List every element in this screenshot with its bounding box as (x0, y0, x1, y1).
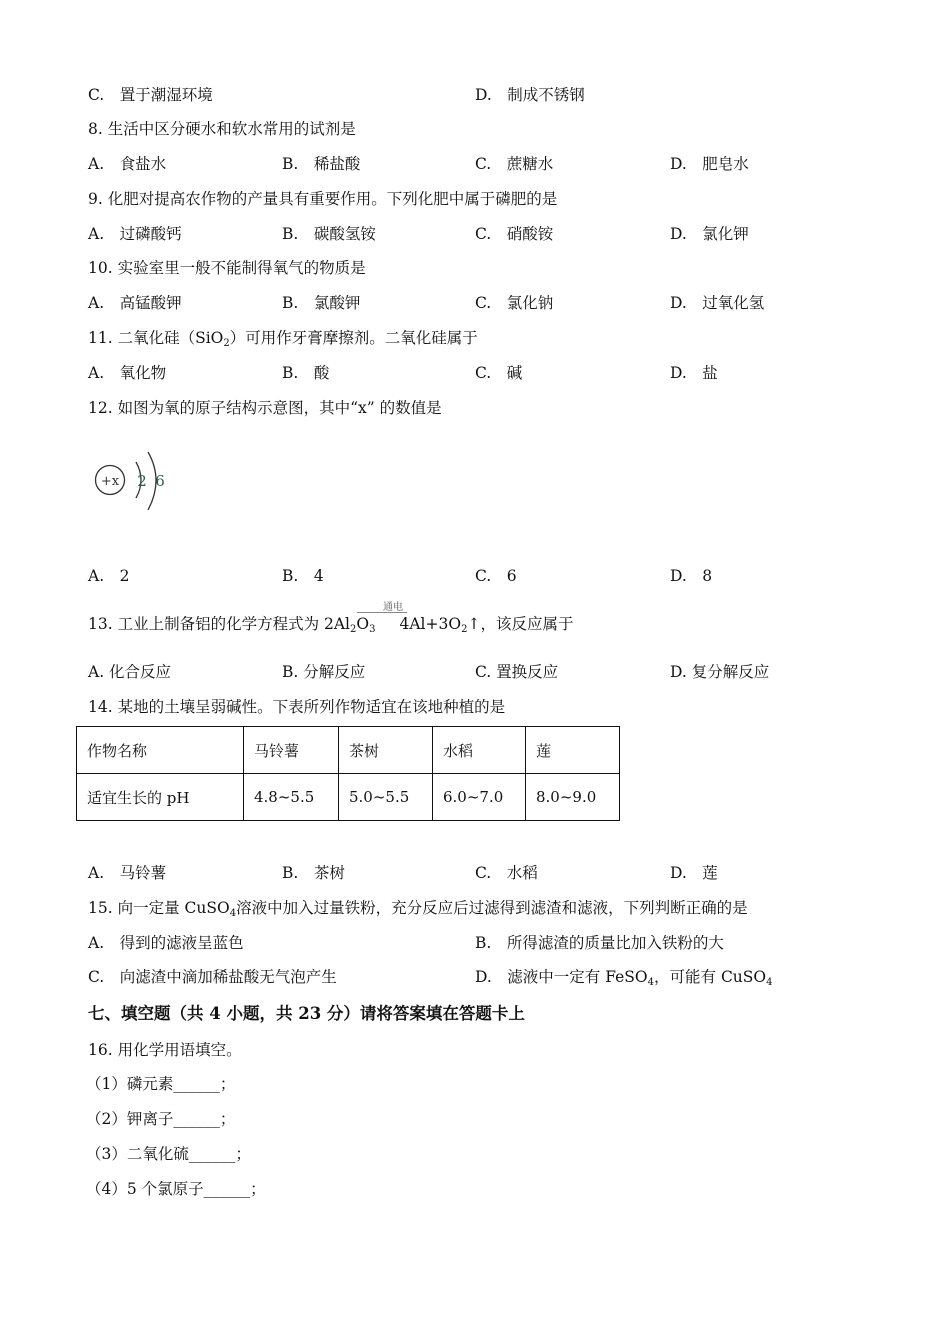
q11-option-d: D. 盐 (670, 364, 718, 382)
q8-option-d: D. 肥皂水 (670, 155, 749, 173)
table-cell: 适宜生长的 pH (77, 774, 244, 821)
atom-nucleus: +x (100, 474, 120, 489)
q7-option-d: D. 制成不锈钢 (475, 86, 585, 104)
table-row (77, 727, 620, 774)
q8-option-b: B. 稀盐酸 (282, 155, 361, 173)
q11-option-b: B. 酸 (282, 364, 330, 382)
q16-item-2: （2）钾离子______； (86, 1110, 236, 1128)
q10-option-d: D. 过氧化氢 (670, 294, 765, 312)
question-13: 13. 工业上制备铝的化学方程式为 $2Al_2O_3$ $4Al+3O_2↑$，该反应属于 (88, 615, 574, 635)
table-header-cell: 茶树 (339, 727, 433, 774)
question-12: 12. 如图为氧的原子结构示意图，其中“x” 的数值是 (88, 399, 442, 417)
q15-option-c: C. 向滤渣中滴加稀盐酸无气泡产生 (88, 968, 337, 986)
q13-option-c: C. 置换反应 (475, 663, 559, 681)
oxygen-atom-diagram (88, 448, 178, 528)
question-11: 11. 二氧化硅（SiO$_2$）可用作牙膏摩擦剂。二氧化硅属于 (88, 329, 478, 349)
table-header-cell: 马铃薯 (244, 727, 339, 774)
q7-option-c: C. 置于潮湿环境 (88, 86, 213, 104)
q12-option-c: C. 6 (475, 567, 517, 585)
atom-shell-2: 6 (155, 472, 165, 490)
question-16: 16. 用化学用语填空。 (88, 1041, 242, 1059)
table-header-cell: 莲 (526, 727, 620, 774)
q16-item-4: （4）5 个氯原子______； (86, 1180, 266, 1198)
q15-option-b: B. 所得滤渣的质量比加入铁粉的大 (475, 934, 724, 952)
q8-option-a: A. 食盐水 (88, 155, 167, 173)
q14-option-b: B. 茶树 (282, 864, 345, 882)
question-10: 10. 实验室里一般不能制得氧气的物质是 (88, 259, 366, 277)
q9-option-b: B. 碳酸氢铵 (282, 225, 376, 243)
table-cell: 6.0~7.0 (433, 774, 526, 821)
q11-option-c: C. 碱 (475, 364, 523, 382)
q10-option-c: C. 氯化钠 (475, 294, 554, 312)
q16-item-3: （3）二氧化硫______； (86, 1145, 251, 1163)
question-9: 9. 化肥对提高农作物的产量具有重要作用。下列化肥中属于磷肥的是 (88, 190, 558, 208)
question-8: 8. 生活中区分硬水和软水常用的试剂是 (88, 120, 356, 138)
q14-option-c: C. 水稻 (475, 864, 538, 882)
q14-option-a: A. 马铃薯 (88, 864, 167, 882)
q9-option-d: D. 氯化钾 (670, 225, 749, 243)
q13-option-d: D. 复分解反应 (670, 663, 770, 681)
q8-option-c: C. 蔗糖水 (475, 155, 554, 173)
table-cell: 5.0~5.5 (339, 774, 433, 821)
table-row (77, 774, 620, 821)
question-15: 15. 向一定量 CuSO$_4$溶液中加入过量铁粉，充分反应后过滤得到滤渣和滤液，下列判断正确的是 (88, 899, 748, 919)
table-header-cell: 作物名称 (77, 727, 244, 774)
q13-option-a: A. 化合反应 (88, 663, 172, 681)
crop-ph-table (76, 726, 620, 821)
q12-option-a: A. 2 (88, 567, 130, 585)
table-header-cell: 水稻 (433, 727, 526, 774)
q11-option-a: A. 氧化物 (88, 364, 167, 382)
q10-option-b: B. 氯酸钾 (282, 294, 361, 312)
q13-option-b: B. 分解反应 (282, 663, 366, 681)
q12-option-d: D. 8 (670, 567, 713, 585)
q14-option-d: D. 莲 (670, 864, 718, 882)
table-cell: 8.0~9.0 (526, 774, 620, 821)
q9-option-c: C. 硝酸铵 (475, 225, 554, 243)
table-cell: 4.8~5.5 (244, 774, 339, 821)
q12-option-b: B. 4 (282, 567, 324, 585)
question-14: 14. 某地的土壤呈弱碱性。下表所列作物适宜在该地种植的是 (88, 698, 506, 716)
q16-item-1: （1）磷元素______； (86, 1075, 236, 1093)
reaction-condition: 通电 (383, 602, 403, 613)
atom-shell-1: 2 (137, 472, 147, 490)
q15-option-d: D. 滤液中一定有 FeSO$_4$，可能有 CuSO$_4$ (475, 968, 773, 988)
section-heading: 七、填空题（共 4 小题，共 23 分）请将答案填在答题卡上 (88, 1004, 525, 1023)
q9-option-a: A. 过磷酸钙 (88, 225, 182, 243)
q15-option-a: A. 得到的滤液呈蓝色 (88, 934, 244, 952)
q10-option-a: A. 高锰酸钾 (88, 294, 182, 312)
